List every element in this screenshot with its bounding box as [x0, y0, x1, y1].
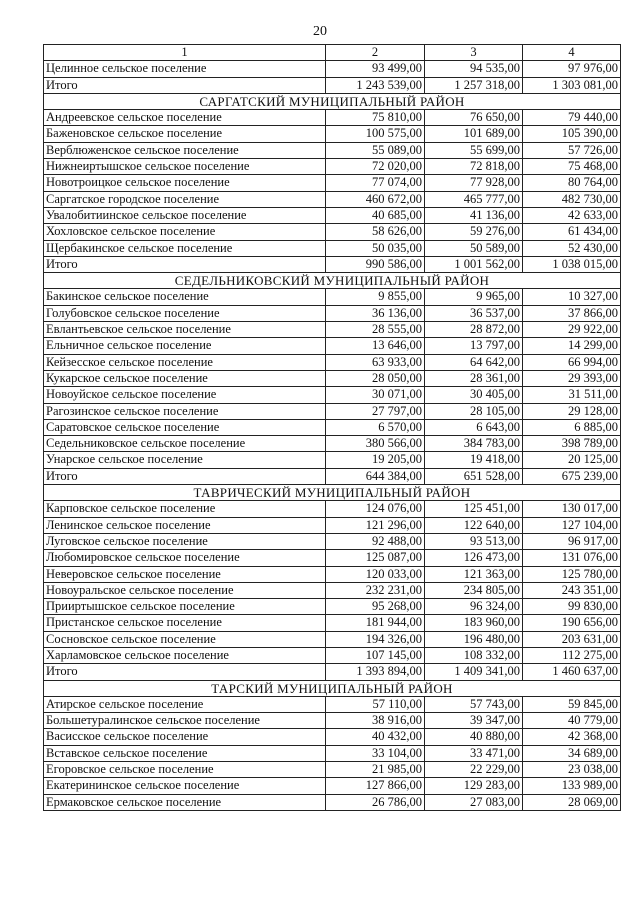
- settlement-name: Баженовское сельское поселение: [44, 126, 326, 142]
- value-col-2: 36 136,00: [326, 305, 425, 321]
- value-col-2: 75 810,00: [326, 110, 425, 126]
- settlement-name: Верблюженское сельское поселение: [44, 142, 326, 158]
- table-row: [44, 550, 621, 566]
- district-header-row: [44, 485, 621, 501]
- value-col-2: 72 020,00: [326, 159, 425, 175]
- value-col-2: 120 033,00: [326, 566, 425, 582]
- settlement-name: Унарское сельское поселение: [44, 452, 326, 468]
- table-row: [44, 615, 621, 631]
- value-col-4: 127 104,00: [523, 517, 621, 533]
- value-col-4: 61 434,00: [523, 224, 621, 240]
- value-col-4: 203 631,00: [523, 631, 621, 647]
- table-row: [44, 322, 621, 338]
- settlement-name: Щербакинское сельское поселение: [44, 240, 326, 256]
- table-row: [44, 110, 621, 126]
- settlement-name: Саргатское городское поселение: [44, 191, 326, 207]
- total-row: [44, 664, 621, 680]
- table-row: [44, 403, 621, 419]
- value-col-3: 40 880,00: [425, 729, 523, 745]
- table-row: [44, 794, 621, 810]
- table-row: [44, 289, 621, 305]
- value-col-4: 133 989,00: [523, 778, 621, 794]
- value-col-4: 40 779,00: [523, 713, 621, 729]
- settlement-name: Седельниковское сельское поселение: [44, 436, 326, 452]
- settlement-name: Новоуйское сельское поселение: [44, 387, 326, 403]
- value-col-2: 58 626,00: [326, 224, 425, 240]
- value-col-3: 183 960,00: [425, 615, 523, 631]
- value-col-3: 234 805,00: [425, 582, 523, 598]
- district-title: ТАВРИЧЕСКИЙ МУНИЦИПАЛЬНЫЙ РАЙОН: [44, 485, 621, 501]
- value-col-3: 129 283,00: [425, 778, 523, 794]
- settlement-name: Вставское сельское поселение: [44, 745, 326, 761]
- value-col-2: 19 205,00: [326, 452, 425, 468]
- value-col-2: 33 104,00: [326, 745, 425, 761]
- value-col-3: 125 451,00: [425, 501, 523, 517]
- settlement-name: Кейзесское сельское поселение: [44, 354, 326, 370]
- value-col-4: 190 656,00: [523, 615, 621, 631]
- value-col-2: 124 076,00: [326, 501, 425, 517]
- value-col-3: 9 965,00: [425, 289, 523, 305]
- value-col-3: 196 480,00: [425, 631, 523, 647]
- column-header-3: 3: [425, 45, 523, 61]
- value-col-3: 108 332,00: [425, 647, 523, 663]
- value-col-3: 96 324,00: [425, 599, 523, 615]
- settlement-name: Хохловское сельское поселение: [44, 224, 326, 240]
- value-col-4: 14 299,00: [523, 338, 621, 354]
- value-col-3: 1 257 318,00: [425, 77, 523, 93]
- value-col-2: 990 586,00: [326, 256, 425, 272]
- value-col-2: 28 555,00: [326, 322, 425, 338]
- value-col-3: 94 535,00: [425, 61, 523, 77]
- value-col-4: 42 368,00: [523, 729, 621, 745]
- table-row: [44, 696, 621, 712]
- value-col-4: 75 468,00: [523, 159, 621, 175]
- value-col-4: 10 327,00: [523, 289, 621, 305]
- value-col-2: 57 110,00: [326, 696, 425, 712]
- settlement-name: Сосновское сельское поселение: [44, 631, 326, 647]
- value-col-2: 644 384,00: [326, 468, 425, 484]
- district-header-row: [44, 680, 621, 696]
- settlement-name: Голубовское сельское поселение: [44, 305, 326, 321]
- district-header-row: [44, 273, 621, 289]
- value-col-3: 1 409 341,00: [425, 664, 523, 680]
- value-col-2: 380 566,00: [326, 436, 425, 452]
- column-header-4: 4: [523, 45, 621, 61]
- district-title: ТАРСКИЙ МУНИЦИПАЛЬНЫЙ РАЙОН: [44, 680, 621, 696]
- value-col-3: 28 105,00: [425, 403, 523, 419]
- value-col-3: 1 001 562,00: [425, 256, 523, 272]
- value-col-2: 1 243 539,00: [326, 77, 425, 93]
- column-header-1: 1: [44, 45, 326, 61]
- table-row: [44, 159, 621, 175]
- value-col-4: 23 038,00: [523, 762, 621, 778]
- settlement-name: Екатерининское сельское поселение: [44, 778, 326, 794]
- total-row: [44, 256, 621, 272]
- value-col-4: 1 303 081,00: [523, 77, 621, 93]
- value-col-2: 181 944,00: [326, 615, 425, 631]
- table-row: [44, 61, 621, 77]
- table-row: [44, 305, 621, 321]
- value-col-2: 26 786,00: [326, 794, 425, 810]
- value-col-3: 33 471,00: [425, 745, 523, 761]
- budget-table: [43, 44, 621, 811]
- value-col-2: 27 797,00: [326, 403, 425, 419]
- value-col-2: 13 646,00: [326, 338, 425, 354]
- settlement-name: Новоуральское сельское поселение: [44, 582, 326, 598]
- value-col-4: 482 730,00: [523, 191, 621, 207]
- table-row: [44, 647, 621, 663]
- value-col-3: 57 743,00: [425, 696, 523, 712]
- table-row: [44, 582, 621, 598]
- table-row: [44, 533, 621, 549]
- value-col-3: 465 777,00: [425, 191, 523, 207]
- settlement-name: Ленинское сельское поселение: [44, 517, 326, 533]
- settlement-name: Итого: [44, 468, 326, 484]
- value-col-2: 107 145,00: [326, 647, 425, 663]
- settlement-name: Пристанское сельское поселение: [44, 615, 326, 631]
- table-row: [44, 745, 621, 761]
- district-title: САРГАТСКИЙ МУНИЦИПАЛЬНЫЙ РАЙОН: [44, 93, 621, 109]
- settlement-name: Целинное сельское поселение: [44, 61, 326, 77]
- value-col-2: 30 071,00: [326, 387, 425, 403]
- value-col-4: 130 017,00: [523, 501, 621, 517]
- value-col-3: 122 640,00: [425, 517, 523, 533]
- value-col-4: 96 917,00: [523, 533, 621, 549]
- table-row: [44, 370, 621, 386]
- table-row: [44, 387, 621, 403]
- settlement-name: Евлантьевское сельское поселение: [44, 322, 326, 338]
- value-col-3: 22 229,00: [425, 762, 523, 778]
- settlement-name: Увалобитиинское сельское поселение: [44, 207, 326, 223]
- value-col-2: 194 326,00: [326, 631, 425, 647]
- value-col-4: 29 393,00: [523, 370, 621, 386]
- value-col-2: 125 087,00: [326, 550, 425, 566]
- value-col-2: 40 685,00: [326, 207, 425, 223]
- value-col-3: 50 589,00: [425, 240, 523, 256]
- value-col-2: 21 985,00: [326, 762, 425, 778]
- value-col-2: 63 933,00: [326, 354, 425, 370]
- table-row: [44, 778, 621, 794]
- value-col-3: 39 347,00: [425, 713, 523, 729]
- settlement-name: Рагозинское сельское поселение: [44, 403, 326, 419]
- settlement-name: Нижнеиртышское сельское поселение: [44, 159, 326, 175]
- value-col-4: 66 994,00: [523, 354, 621, 370]
- settlement-name: Ермаковское сельское поселение: [44, 794, 326, 810]
- value-col-4: 42 633,00: [523, 207, 621, 223]
- settlement-name: Неверовское сельское поселение: [44, 566, 326, 582]
- value-col-4: 675 239,00: [523, 468, 621, 484]
- value-col-3: 28 361,00: [425, 370, 523, 386]
- table-row: [44, 517, 621, 533]
- table-row: [44, 713, 621, 729]
- value-col-3: 55 699,00: [425, 142, 523, 158]
- value-col-3: 36 537,00: [425, 305, 523, 321]
- settlement-name: Новотроицкое сельское поселение: [44, 175, 326, 191]
- value-col-4: 97 976,00: [523, 61, 621, 77]
- settlement-name: Андреевское сельское поселение: [44, 110, 326, 126]
- table-row: [44, 240, 621, 256]
- table-row: [44, 126, 621, 142]
- settlement-name: Ельничное сельское поселение: [44, 338, 326, 354]
- value-col-2: 121 296,00: [326, 517, 425, 533]
- value-col-4: 243 351,00: [523, 582, 621, 598]
- settlement-name: Харламовское сельское поселение: [44, 647, 326, 663]
- total-row: [44, 468, 621, 484]
- value-col-2: 9 855,00: [326, 289, 425, 305]
- value-col-3: 28 872,00: [425, 322, 523, 338]
- value-col-2: 460 672,00: [326, 191, 425, 207]
- value-col-2: 40 432,00: [326, 729, 425, 745]
- value-col-2: 1 393 894,00: [326, 664, 425, 680]
- value-col-3: 76 650,00: [425, 110, 523, 126]
- table-row: [44, 631, 621, 647]
- value-col-2: 100 575,00: [326, 126, 425, 142]
- value-col-3: 384 783,00: [425, 436, 523, 452]
- table-row: [44, 175, 621, 191]
- value-col-4: 52 430,00: [523, 240, 621, 256]
- table-row: [44, 762, 621, 778]
- table-body: [44, 61, 621, 811]
- value-col-2: 50 035,00: [326, 240, 425, 256]
- value-col-4: 99 830,00: [523, 599, 621, 615]
- settlement-name: Большетуралинское сельское поселение: [44, 713, 326, 729]
- value-col-3: 77 928,00: [425, 175, 523, 191]
- value-col-4: 20 125,00: [523, 452, 621, 468]
- value-col-2: 28 050,00: [326, 370, 425, 386]
- settlement-name: Егоровское сельское поселение: [44, 762, 326, 778]
- table-row: [44, 354, 621, 370]
- settlement-name: Саратовское сельское поселение: [44, 419, 326, 435]
- value-col-2: 93 499,00: [326, 61, 425, 77]
- table-row: [44, 338, 621, 354]
- value-col-3: 13 797,00: [425, 338, 523, 354]
- value-col-4: 1 038 015,00: [523, 256, 621, 272]
- district-title: СЕДЕЛЬНИКОВСКИЙ МУНИЦИПАЛЬНЫЙ РАЙОН: [44, 273, 621, 289]
- value-col-3: 59 276,00: [425, 224, 523, 240]
- value-col-3: 72 818,00: [425, 159, 523, 175]
- value-col-4: 37 866,00: [523, 305, 621, 321]
- value-col-3: 93 513,00: [425, 533, 523, 549]
- value-col-4: 131 076,00: [523, 550, 621, 566]
- value-col-3: 6 643,00: [425, 419, 523, 435]
- value-col-2: 95 268,00: [326, 599, 425, 615]
- value-col-4: 112 275,00: [523, 647, 621, 663]
- value-col-4: 31 511,00: [523, 387, 621, 403]
- table-row: [44, 191, 621, 207]
- value-col-3: 30 405,00: [425, 387, 523, 403]
- table-row: [44, 436, 621, 452]
- value-col-4: 6 885,00: [523, 419, 621, 435]
- value-col-4: 29 128,00: [523, 403, 621, 419]
- value-col-3: 101 689,00: [425, 126, 523, 142]
- value-col-4: 57 726,00: [523, 142, 621, 158]
- column-header-2: 2: [326, 45, 425, 61]
- value-col-3: 19 418,00: [425, 452, 523, 468]
- value-col-3: 27 083,00: [425, 794, 523, 810]
- value-col-3: 121 363,00: [425, 566, 523, 582]
- settlement-name: Бакинское сельское поселение: [44, 289, 326, 305]
- value-col-3: 64 642,00: [425, 354, 523, 370]
- column-header-row: [44, 45, 621, 61]
- table-row: [44, 142, 621, 158]
- value-col-4: 29 922,00: [523, 322, 621, 338]
- value-col-2: 6 570,00: [326, 419, 425, 435]
- table-row: [44, 729, 621, 745]
- settlement-name: Итого: [44, 664, 326, 680]
- district-header-row: [44, 93, 621, 109]
- total-row: [44, 77, 621, 93]
- table-row: [44, 566, 621, 582]
- value-col-4: 59 845,00: [523, 696, 621, 712]
- settlement-name: Атирское сельское поселение: [44, 696, 326, 712]
- value-col-4: 79 440,00: [523, 110, 621, 126]
- table-row: [44, 207, 621, 223]
- value-col-4: 80 764,00: [523, 175, 621, 191]
- table-row: [44, 599, 621, 615]
- value-col-2: 55 089,00: [326, 142, 425, 158]
- settlement-name: Карповское сельское поселение: [44, 501, 326, 517]
- settlement-name: Итого: [44, 256, 326, 272]
- settlement-name: Любомировское сельское поселение: [44, 550, 326, 566]
- value-col-2: 38 916,00: [326, 713, 425, 729]
- value-col-4: 125 780,00: [523, 566, 621, 582]
- value-col-3: 651 528,00: [425, 468, 523, 484]
- value-col-4: 1 460 637,00: [523, 664, 621, 680]
- value-col-4: 28 069,00: [523, 794, 621, 810]
- settlement-name: Васисское сельское поселение: [44, 729, 326, 745]
- value-col-4: 105 390,00: [523, 126, 621, 142]
- value-col-2: 127 866,00: [326, 778, 425, 794]
- page-number: 20: [313, 24, 327, 39]
- settlement-name: Луговское сельское поселение: [44, 533, 326, 549]
- settlement-name: Итого: [44, 77, 326, 93]
- value-col-3: 41 136,00: [425, 207, 523, 223]
- value-col-2: 77 074,00: [326, 175, 425, 191]
- table-row: [44, 419, 621, 435]
- value-col-2: 92 488,00: [326, 533, 425, 549]
- settlement-name: Прииртышское сельское поселение: [44, 599, 326, 615]
- settlement-name: Кукарское сельское поселение: [44, 370, 326, 386]
- value-col-4: 398 789,00: [523, 436, 621, 452]
- table-row: [44, 452, 621, 468]
- value-col-3: 126 473,00: [425, 550, 523, 566]
- table-row: [44, 501, 621, 517]
- table-row: [44, 224, 621, 240]
- value-col-2: 232 231,00: [326, 582, 425, 598]
- value-col-4: 34 689,00: [523, 745, 621, 761]
